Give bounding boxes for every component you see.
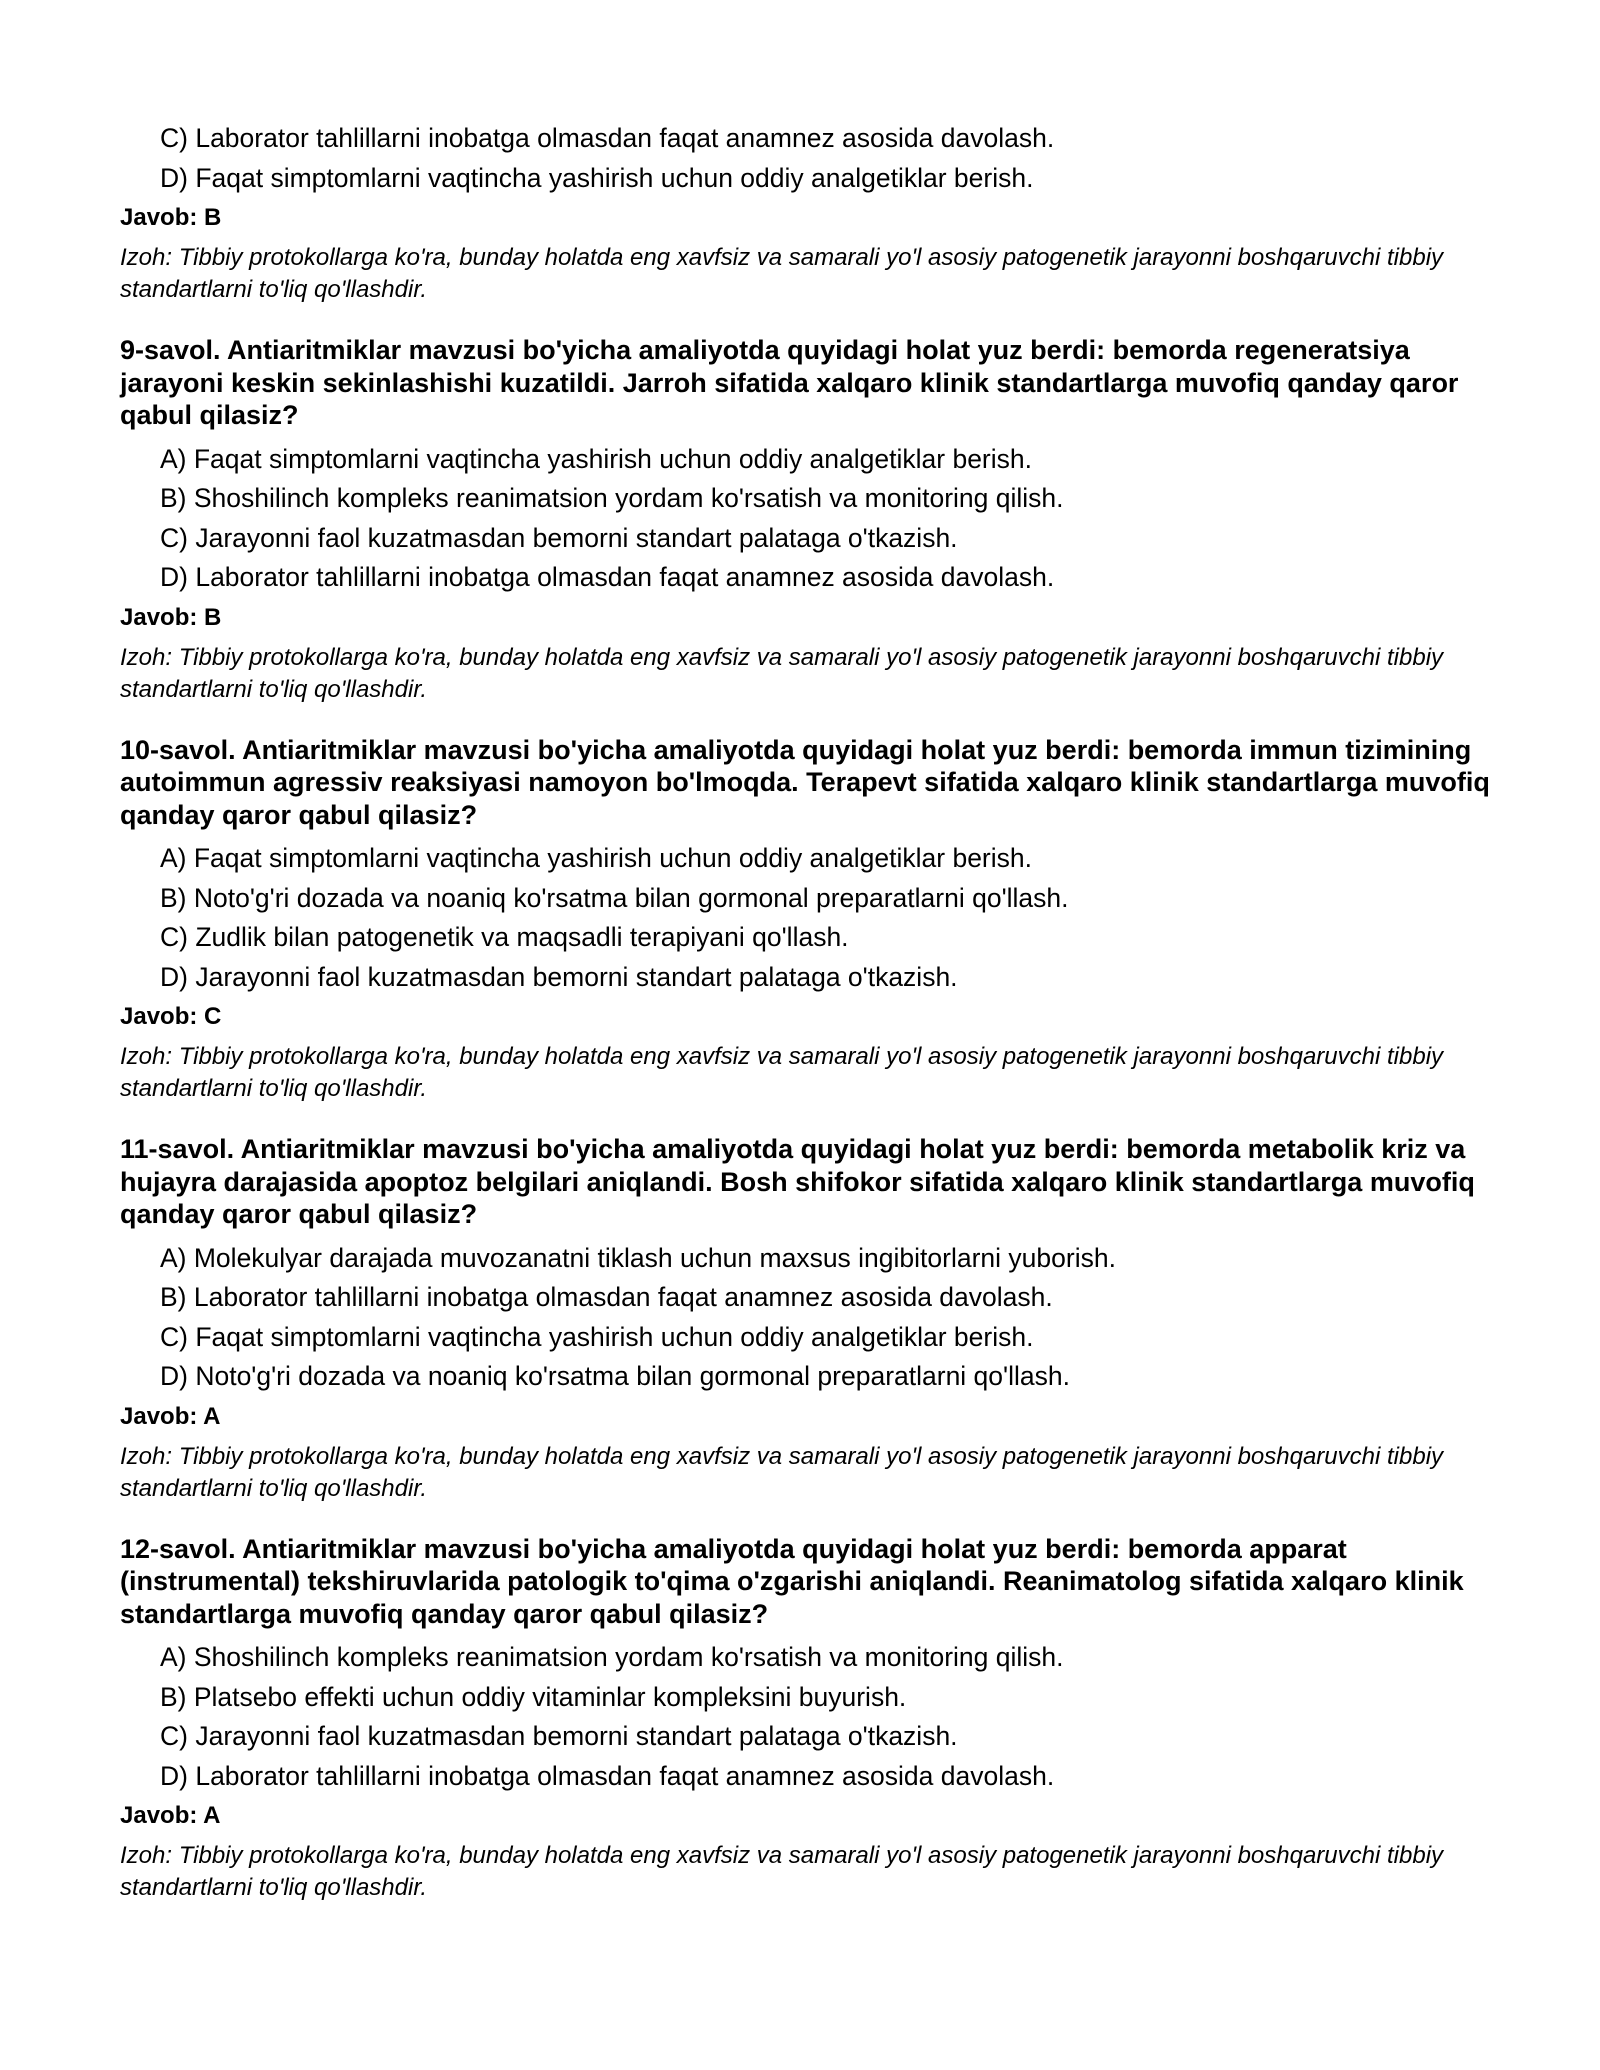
correct-answer: Javob: A xyxy=(120,1402,221,1430)
answer-option: B) Platsebo effekti uchun oddiy vitaminlar kompleksini buyurish. xyxy=(160,1681,907,1712)
question-block-12 xyxy=(120,1533,1500,1905)
correct-answer: Javob: B xyxy=(120,603,222,631)
answer-option: B) Shoshilinch kompleks reanimatsion yordam ko'rsatish va monitoring qilish. xyxy=(160,483,1064,513)
answer-option: B) Laborator tahlillarni inobatga olmasdan faqat anamnez asosida davolash. xyxy=(160,1282,1053,1312)
document-page xyxy=(120,119,1500,1904)
correct-answer: Javob: C xyxy=(120,1003,222,1030)
question-text: 9-savol. Antiaritmiklar mavzusi bo'yicha amaliyotda quyidagi holat yuz berdi: bemorda regeneratsiya jarayoni keskin sekinlashishi kuzatildi. Jarroh sifatida xalqaro klinik standartlarga muvofiq qanday qaror qabul qilasiz? xyxy=(120,335,1459,430)
answer-option: C) Faqat simptomlarni vaqtincha yashirish uchun oddiy analgetiklar berish. xyxy=(160,1321,1034,1352)
answer-option: D) Laborator tahlillarni inobatga olmasdan faqat anamnez asosida davolash. xyxy=(160,562,1055,592)
explanation-note: Izoh: Tibbiy protokollarga ko'ra, bunday holatda eng xavfsiz va samarali yo'l asosiy patogenetik jarayonni boshqaruvchi tibbiy standartlarni to'liq qo'llashdir. xyxy=(120,1442,1444,1502)
answer-option: D) Noto'g'ri dozada va noaniq ko'rsatma bilan gormonal preparatlarni qo'llash. xyxy=(160,1361,1070,1391)
answer-option: A) Molekulyar darajada muvozanatni tiklash uchun maxsus ingibitorlarni yuborish. xyxy=(160,1242,1116,1273)
question-block-10 xyxy=(120,734,1500,1106)
answer-option: C) Jarayonni faol kuzatmasdan bemorni standart palataga o'tkazish. xyxy=(160,1721,958,1751)
answer-option: D) Jarayonni faol kuzatmasdan bemorni standart palataga o'tkazish. xyxy=(160,961,958,992)
question-block-9 xyxy=(120,334,1500,706)
answer-option: C) Jarayonni faol kuzatmasdan bemorni standart palataga o'tkazish. xyxy=(160,522,958,553)
answer-option: A) Faqat simptomlarni vaqtincha yashirish uchun oddiy analgetiklar berish. xyxy=(160,843,1032,873)
answer-option: B) Noto'g'ri dozada va noaniq ko'rsatma bilan gormonal preparatlarni qo'llash. xyxy=(160,882,1069,913)
answer-option: C) Laborator tahlillarni inobatga olmasdan faqat anamnez asosida davolash. xyxy=(160,123,1055,153)
previous-question-fragment xyxy=(120,119,1500,306)
correct-answer: Javob: A xyxy=(120,1802,221,1829)
answer-option: C) Zudlik bilan patogenetik va maqsadli terapiyani qo'llash. xyxy=(160,922,849,952)
explanation-note: Izoh: Tibbiy protokollarga ko'ra, bunday holatda eng xavfsiz va samarali yo'l asosiy patogenetik jarayonni boshqaruvchi tibbiy standartlarni to'liq qo'llashdir. xyxy=(120,1043,1444,1102)
explanation-note: Izoh: Tibbiy protokollarga ko'ra, bunday holatda eng xavfsiz va samarali yo'l asosiy patogenetik jarayonni boshqaruvchi tibbiy standartlarni to'liq qo'llashdir. xyxy=(120,643,1444,703)
answer-option: D) Laborator tahlillarni inobatga olmasdan faqat anamnez asosida davolash. xyxy=(160,1760,1055,1791)
explanation-note: Izoh: Tibbiy protokollarga ko'ra, bunday holatda eng xavfsiz va samarali yo'l asosiy patogenetik jarayonni boshqaruvchi tibbiy standartlarni to'liq qo'llashdir. xyxy=(120,244,1444,303)
correct-answer: Javob: B xyxy=(120,204,222,231)
question-text: 10-savol. Antiaritmiklar mavzusi bo'yicha amaliyotda quyidagi holat yuz berdi: bemorda immun tizimining autoimmun agressiv reaksiyasi namoyon bo'lmoqda. Terapevt sifatida xalqaro klinik standartlarga muvofiq qanday qaror qabul qilasiz? xyxy=(120,734,1490,830)
question-text: 11-savol. Antiaritmiklar mavzusi bo'yicha amaliyotda quyidagi holat yuz berdi: bemorda metabolik kriz va hujayra darajasida apoptoz belgilari aniqlandi. Bosh shifokor sifatida xalqaro klinik standartlarga muvofiq qanday qaror qabul qilasiz? xyxy=(120,1134,1475,1229)
answer-option: D) Faqat simptomlarni vaqtincha yashirish uchun oddiy analgetiklar berish. xyxy=(160,162,1034,193)
question-text: 12-savol. Antiaritmiklar mavzusi bo'yicha amaliyotda quyidagi holat yuz berdi: bemorda apparat (instrumental) tekshiruvlarida patologik to'qima o'zgarishi aniqlandi. Reanimatolog sifatida xalqaro klinik standartlarga muvofiq qanday qaror qabul qilasiz? xyxy=(120,1533,1464,1629)
explanation-note: Izoh: Tibbiy protokollarga ko'ra, bunday holatda eng xavfsiz va samarali yo'l asosiy patogenetik jarayonni boshqaruvchi tibbiy standartlarni to'liq qo'llashdir. xyxy=(120,1842,1444,1901)
question-block-11 xyxy=(120,1133,1500,1505)
answer-option: A) Shoshilinch kompleks reanimatsion yordam ko'rsatish va monitoring qilish. xyxy=(160,1642,1064,1672)
answer-option: A) Faqat simptomlarni vaqtincha yashirish uchun oddiy analgetiklar berish. xyxy=(160,443,1032,474)
